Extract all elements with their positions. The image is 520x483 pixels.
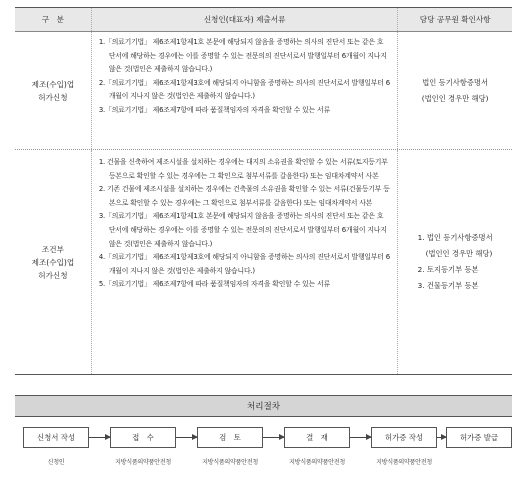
document-item: 1.「의료기기법」 제6조제1항제1호 본문에 해당되지 않음을 증명하는 의사의 진단서 또는 같은 호 단서에 해당하는 경우에는 이를 증명할 수 있는 전문의의 진단서로서 발행일부터 6개월이 지나지 않은 것(법인은 제출하지 않습니다.) <box>98 38 387 74</box>
table-header <box>15 8 512 32</box>
category-line: 허가신청 <box>38 270 68 280</box>
category-line: 조건부 <box>41 244 64 254</box>
table-row <box>15 32 512 150</box>
document-item: 1. 건물을 신축하여 제조시설을 설치하는 경우에는 대지의 소유권을 확인할 수 있는 서류(토지등기부 등본으로 확인할 수 있는 경우에는 그 확인으로 첨부서류를 갈음한다) 또는 임대차계약서 사본 <box>98 158 388 180</box>
row-documents <box>92 150 398 374</box>
document-item: 3.「의료기기법」 제6조제1항제1호 본문에 해당되지 않음을 증명하는 의사의 진단서 또는 같은 호 단서에 해당하는 경우에는 이를 증명할 수 있는 전문의의 진단서로서 발행일부터 6개월이 지나지 않은 것(법인은 제출하지 않습니다.) <box>98 212 387 248</box>
document-item: 5.「의료기기법」 제6조제7항에 따라 품질책임자의 자격을 확인할 수 있는 서류 <box>98 280 330 289</box>
check-line: 1. 법인 등기사항증명서 <box>417 233 493 242</box>
processing-procedure <box>15 395 512 474</box>
check-line: 3. 건물등기부 등본 <box>417 281 479 290</box>
document-item: 4.「의료기기법」 제6조제1항제3호에 해당되지 아니함을 증명하는 의사의 진단서로서 발행일부터 6개월이 지나지 않은 것(법인은 제출하지 않습니다.) <box>98 253 390 275</box>
check-line: 법인 등기사항증명서 <box>422 77 488 87</box>
row-documents <box>92 32 398 149</box>
document-item: 2. 기존 건물에 제조시설을 설치하는 경우에는 건축물의 소유권을 확인할 수 있는 서류(건물등기부 등본으로 확인할 수 있는 경우에는 그 확인으로 첨부서류를 갈음한다) 또는 임대차계약서 사본 <box>98 185 390 207</box>
check-line: 2. 토지등기부 등본 <box>417 265 479 274</box>
required-documents-table <box>15 7 512 375</box>
step-receipt: 접 수 <box>110 427 176 448</box>
step-permit-issuance: 허가증 발급 <box>446 427 512 448</box>
document-item: 2.「의료기기법」 제6조제1항제3호에 해당되지 아니함을 증명하는 의사의 진단서로서 발행일부터 6개월이 지나지 않은 것(법인은 제출하지 않습니다.) <box>98 78 390 101</box>
arrow-icon <box>350 437 371 438</box>
arrow-icon <box>263 437 284 438</box>
arrow-icon <box>437 437 446 438</box>
check-line: (법인인 경우만 해당) <box>421 93 489 103</box>
table-row <box>15 150 512 374</box>
header-official-check: 담당 공무원 확인사항 <box>419 15 491 24</box>
category-line: 허가신청 <box>38 92 68 102</box>
procedure-title: 처리절차 <box>15 395 512 417</box>
step-application-writing: 신청서 작성 <box>23 427 89 448</box>
check-line: (법인인 경우만 해당) <box>425 249 493 258</box>
header-applicant-documents: 신청인(대표자) 제출서류 <box>92 8 399 31</box>
actor-label: 지방식품의약품안전청 <box>115 459 171 466</box>
step-review: 검 토 <box>197 427 263 448</box>
document-item: 3.「의료기기법」 제6조제7항에 따라 품질책임자의 자격을 확인할 수 있는 서류 <box>98 105 330 114</box>
actor-label: 지방식품의약품안전청 <box>289 459 345 466</box>
arrow-icon <box>176 437 197 438</box>
step-permit-writing: 허가증 작성 <box>371 427 437 448</box>
header-category: 구 분 <box>15 8 92 31</box>
category-line: 제조(수입)업 <box>31 257 75 267</box>
row-official-check <box>398 150 512 374</box>
row-official-check <box>398 32 512 149</box>
row-category <box>15 32 92 149</box>
actor-label: 지방식품의약품안전청 <box>202 459 258 466</box>
category-line: 제조(수입)업 <box>31 79 75 89</box>
actor-label: 지방식품의약품안전청 <box>376 459 432 466</box>
step-approval: 결 재 <box>284 427 350 448</box>
arrow-icon <box>89 437 110 438</box>
actor-label: 신청인 <box>47 459 65 466</box>
row-category <box>15 150 92 374</box>
